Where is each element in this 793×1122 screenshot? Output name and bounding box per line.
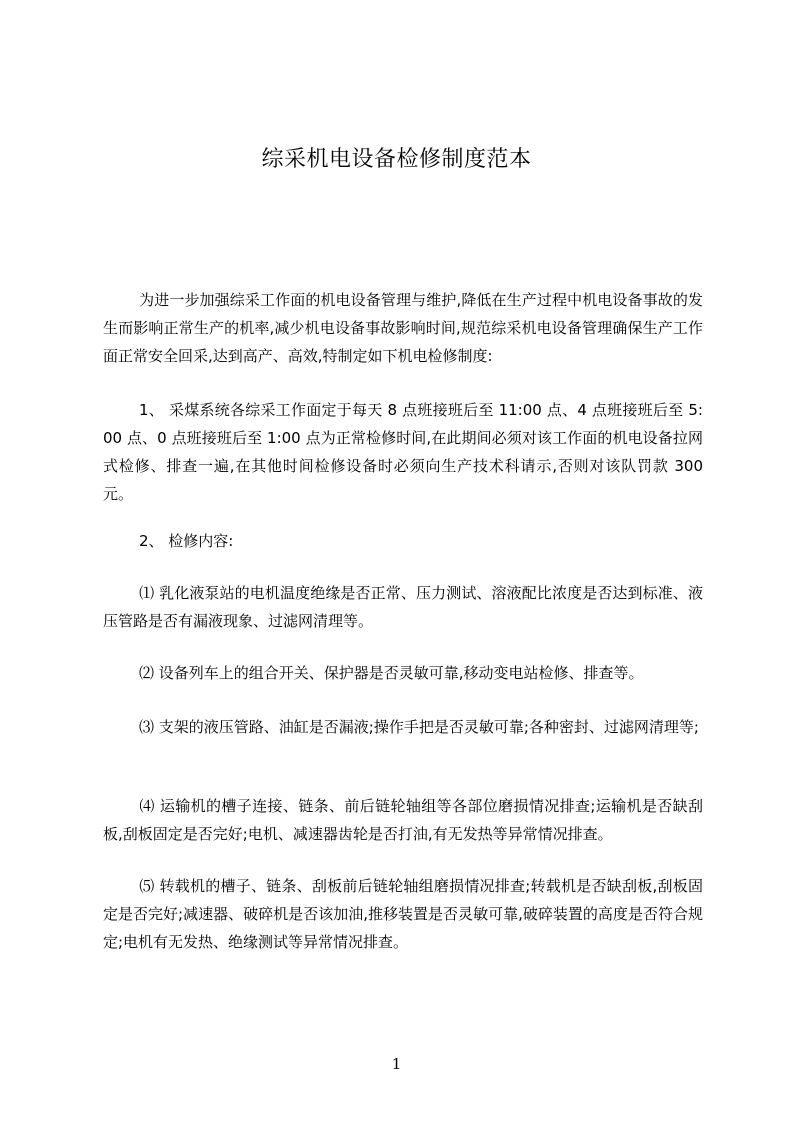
intro-text: 为进一步加强综采工作面的机电设备管理与维护,降低在生产过程中机电设备事故的发生而影响正常生产的机率,减少机电设备事故影响时间,规范综采机电设备管理确保生产工作面正常安全回采,达到高产、高效,特制定如下机电检修制度: <box>103 291 703 365</box>
sub-item-2-paragraph <box>103 659 703 687</box>
sub-item-4-paragraph <box>103 792 703 848</box>
sub-item-1-text: ⑴ 乳化液泵站的电机温度绝缘是否正常、压力测试、溶液配比浓度是否达到标准、液压管路是否有漏液现象、过滤网清理等。 <box>103 584 703 630</box>
sub-item-5-paragraph <box>103 872 703 956</box>
sub-item-3-paragraph <box>103 713 703 741</box>
document-title: 综采机电设备检修制度范本 <box>261 147 532 172</box>
item-1-text: 1、 采煤系统各综采工作面定于每天 8 点班接班后至 11:00 点、4 点班接班后至 5:00 点、0 点班接班后至 1:00 点为正常检修时间,在此期间必须对该工作面的机电设备拉网式检修、排查一遍,在其他时间检修设备时必须向生产技术科请示,否则对该队罚款 300 元。 <box>103 401 703 503</box>
intro-paragraph <box>103 286 703 370</box>
item-1-paragraph <box>103 396 703 508</box>
item-2-paragraph <box>103 527 703 555</box>
sub-item-3-text: ⑶ 支架的液压管路、油缸是否漏液;操作手把是否灵敏可靠;各种密封、过滤网清理等; <box>139 718 699 736</box>
sub-item-2-text: ⑵ 设备列车上的组合开关、保护器是否灵敏可靠,移动变电站检修、排查等。 <box>139 664 644 682</box>
sub-item-1-paragraph <box>103 579 703 635</box>
sub-item-4-text: ⑷ 运输机的槽子连接、链条、前后链轮轴组等各部位磨损情况排查;运输机是否缺刮板,刮板固定是否完好;电机、减速器齿轮是否打油,有无发热等异常情况排查。 <box>103 797 703 843</box>
sub-item-5-text: ⑸ 转载机的槽子、链条、刮板前后链轮轴组磨损情况排查;转载机是否缺刮板,刮板固定是否完好;减速器、破碎机是否该加油,推移装置是否灵敏可靠,破碎装置的高度是否符合规定;电机有无发热、绝缘测试等异常情况排查。 <box>103 877 703 951</box>
item-2-text: 2、 检修内容: <box>139 532 234 550</box>
page-number: 1 <box>391 1055 402 1073</box>
